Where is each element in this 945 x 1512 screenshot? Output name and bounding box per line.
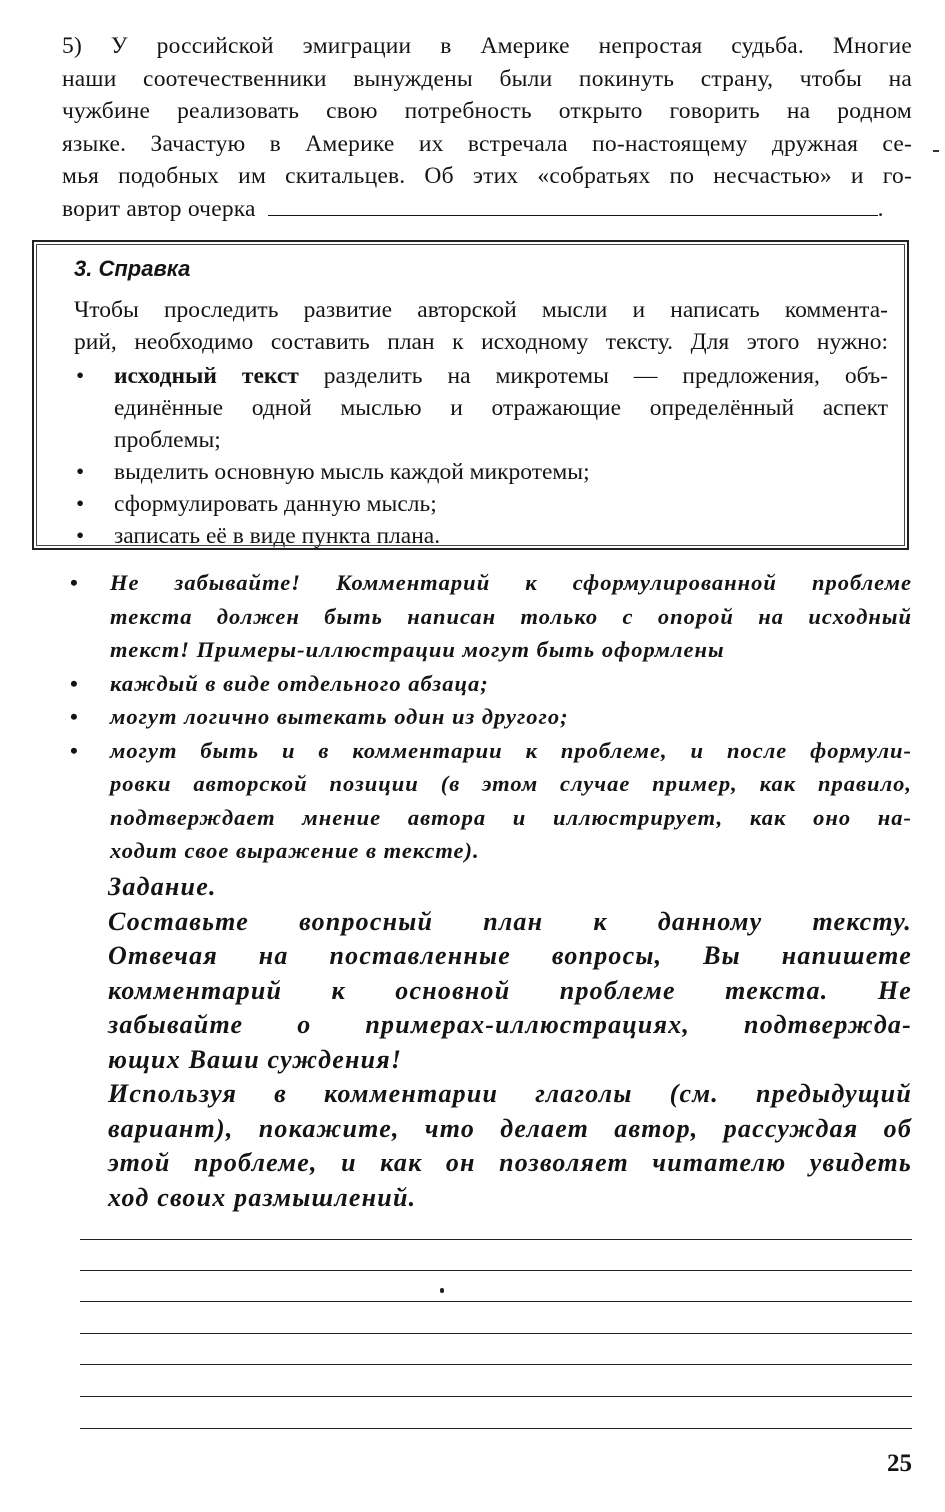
task-line: забывайте о примерах-иллюстрациях, подтвержда- (108, 1010, 912, 1039)
list-item (74, 360, 888, 456)
note-item (70, 700, 912, 734)
question-line: наши соотечественники вынуждены были покинуть страну, чтобы на (62, 65, 912, 92)
task-line: ход своих размышлений. (108, 1182, 417, 1212)
writing-line[interactable] (80, 1239, 912, 1271)
list-item (74, 456, 888, 488)
list-item-line: единённые одной мыслью и отражающие определённый аспект (114, 395, 888, 421)
note-line: текста должен быть написан только с опорой на исходный (110, 603, 912, 629)
list-item-text: разделить на микротемы — предложения, объ- (298, 363, 888, 389)
writing-line[interactable] (80, 1334, 912, 1366)
list-item-line (114, 360, 888, 392)
writing-line[interactable] (80, 1397, 912, 1429)
note-line: Не забывайте! Комментарий к сформулированной проблеме (110, 570, 912, 595)
question-last-line (62, 193, 912, 226)
question-line: 5) У российской эмиграции в Америке непростая судьба. Многие (62, 33, 912, 59)
bold-term: исходный текст (114, 363, 299, 389)
note-line: ходит свое выражение в тексте). (110, 838, 480, 863)
bullet-icon: • (76, 459, 85, 485)
task-heading: Задание. (108, 872, 217, 901)
task-line: ющих Ваши суждения! (108, 1044, 403, 1074)
note-line: могут логично вытекать один из другого; (110, 704, 569, 729)
reference-box (32, 240, 909, 550)
bullet-icon: • (70, 737, 79, 763)
page-number: 25 (887, 1450, 912, 1477)
task-block (108, 870, 912, 1215)
bullet-icon: • (76, 363, 85, 389)
note-item (70, 667, 912, 701)
writing-line[interactable] (80, 1365, 912, 1397)
writing-line[interactable] (80, 1271, 912, 1303)
task-line: Отвечая на поставленные вопросы, Вы напишете (108, 941, 912, 970)
list-item-text: записать её в виде пункта плана. (114, 523, 441, 549)
task-line: комментарий к основной проблеме текста. Не (108, 975, 912, 1005)
task-line: вариант), покажите, что делает автор, рассуждая об (108, 1113, 912, 1143)
task-line: этой проблеме, и как он позволяет читателю увидеть (108, 1148, 912, 1177)
bullet-icon: • (70, 570, 79, 595)
list-item-text: сформулировать данную мысль; (114, 491, 437, 517)
reference-list (74, 360, 888, 552)
task-line: Составьте вопросный план к данному тексту. (108, 906, 912, 936)
bullet-icon: • (76, 523, 85, 549)
list-item-line: проблемы; (114, 427, 221, 453)
intro-line: рий, необходимо составить план к исходному тексту. Для этого нужно: (74, 329, 888, 355)
question-5 (62, 30, 912, 225)
list-item (74, 488, 888, 520)
list-item (74, 520, 888, 552)
question-line: мья подобных им скитальцев. Об этих «собратьях по несчастью» и го- (62, 163, 912, 189)
note-line: ровки авторской позиции (в этом случае пример, как правило, (110, 771, 912, 796)
note-item (70, 734, 912, 868)
intro-line: Чтобы проследить развитие авторской мысли и написать коммента- (74, 297, 888, 323)
bullet-icon: • (70, 670, 79, 696)
question-line: ворит автор очерка (62, 195, 256, 222)
reference-title: 3. Справка (74, 256, 191, 281)
note-line: каждый в виде отдельного абзаца; (110, 670, 489, 696)
bullet-icon: • (76, 491, 85, 517)
ink-speck (440, 1288, 444, 1293)
answer-blank[interactable] (268, 197, 878, 216)
notes-list (70, 566, 912, 868)
bullet-icon: • (70, 704, 79, 729)
note-line: текст! Примеры-иллюстрации могут быть оформлены (110, 637, 725, 662)
task-line: Используя в комментарии глаголы (см. предыдущий (108, 1079, 912, 1108)
note-line: подтверждает мнение автора и иллюстрирует, как оно на- (110, 804, 912, 830)
note-item (70, 566, 912, 667)
question-line: чужбине реализовать свою потребность открыто говорить на родном (62, 98, 912, 124)
end-mark: . (877, 195, 884, 222)
note-line: могут быть и в комментарии к проблеме, и после формули- (110, 737, 912, 763)
list-item-text: выделить основную мысль каждой микротемы; (114, 459, 590, 485)
reference-intro (74, 294, 888, 358)
margin-mark (933, 150, 939, 152)
writing-line[interactable] (80, 1302, 912, 1334)
answer-writing-area[interactable] (80, 1239, 912, 1429)
question-line: языке. Зачастую в Америке их встречала по-настоящему дружная се- (62, 130, 912, 157)
